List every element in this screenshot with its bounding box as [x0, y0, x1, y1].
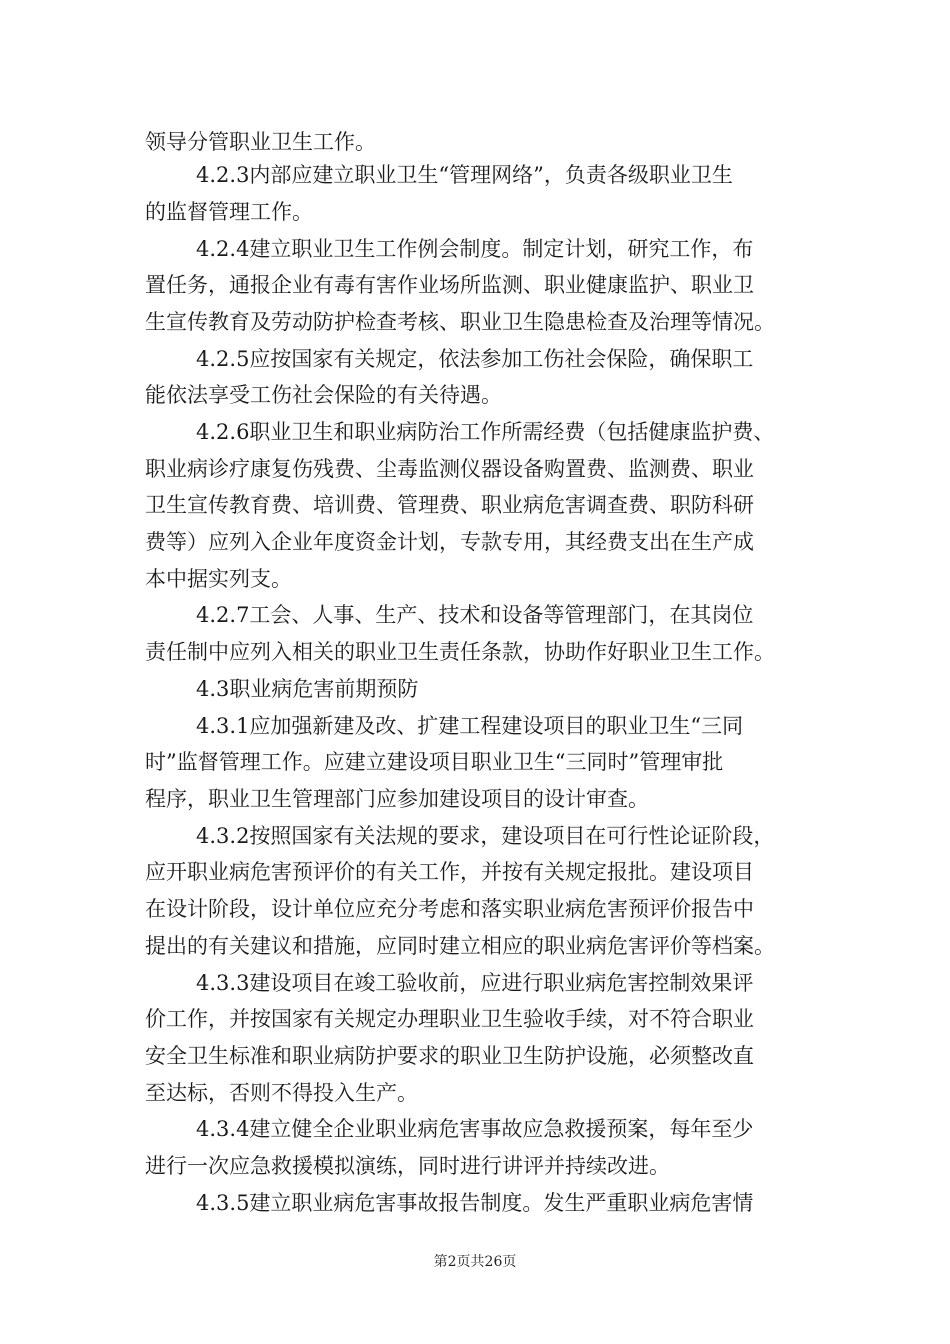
text-line: 价工作，并按国家有关规定办理职业卫生验收手续，对不符合职业: [145, 1007, 754, 1031]
text-line: 生宣传教育及劳动防护检查考核、职业卫生隐患检查及治理等情况。: [145, 310, 775, 334]
text-line: 4.3.3建设项目在竣工验收前，应进行职业病危害控制效果评: [196, 971, 754, 995]
text-line: 进行一次应急救援模拟演练，同时进行讲评并持续改进。: [145, 1154, 670, 1178]
text-line: 置任务，通报企业有毒有害作业场所监测、职业健康监护、职业卫: [145, 273, 754, 297]
text-line: 应开职业病危害预评价的有关工作，并按有关规定报批。建设项目: [145, 860, 754, 884]
text-line: 职业病诊疗康复伤残费、尘毒监测仪器设备购置费、监测费、职业: [145, 457, 754, 481]
text-line: 4.2.3内部应建立职业卫生“管理网络”，负责各级职业卫生: [196, 163, 733, 187]
text-line: 责任制中应列入相关的职业卫生责任条款，协助作好职业卫生工作。: [145, 640, 775, 664]
page-footer: 第2页共26页: [433, 1254, 517, 1270]
text-line: 4.3.1应加强新建及改、扩建工程建设项目的职业卫生“三同: [196, 714, 744, 738]
text-line: 卫生宣传教育费、培训费、管理费、职业病危害调查费、职防科研: [145, 493, 754, 517]
text-line: 程序，职业卫生管理部门应参加建设项目的设计审查。: [145, 787, 649, 811]
text-line: 至达标，否则不得投入生产。: [145, 1081, 418, 1105]
text-line: 本中据实列支。: [145, 567, 292, 591]
text-line: 提出的有关建议和措施，应同时建立相应的职业病危害评价等档案。: [145, 934, 775, 958]
text-line: 4.2.6职业卫生和职业病防治工作所需经费（包括健康监护费、: [196, 420, 775, 444]
text-line: 4.3.4建立健全企业职业病危害事故应急救援预案，每年至少: [196, 1117, 754, 1141]
text-line: 费等）应列入企业年度资金计划，专款专用，其经费支出在生产成: [145, 530, 754, 554]
text-line: 在设计阶段，设计单位应充分考虑和落实职业病危害预评价报告中: [145, 897, 754, 921]
text-line: 的监督管理工作。: [145, 200, 313, 224]
text-line: 领导分管职业卫生工作。: [145, 130, 376, 154]
text-line: 时”监督管理工作。应建立建设项目职业卫生“三同时”管理审批: [145, 750, 724, 774]
text-line: 4.2.7工会、人事、生产、技术和设备等管理部门，在其岗位: [196, 603, 754, 627]
text-line: 能依法享受工伤社会保险的有关待遇。: [145, 383, 502, 407]
text-line: 4.2.5应按国家有关规定，依法参加工伤社会保险，确保职工: [196, 347, 754, 371]
text-line: 4.3.2按照国家有关法规的要求，建设项目在可行性论证阶段，: [196, 824, 775, 848]
text-line: 安全卫生标准和职业病防护要求的职业卫生防护设施，必须整改直: [145, 1044, 754, 1068]
section-heading: 4.3职业病危害前期预防: [196, 677, 419, 701]
text-line: 4.2.4建立职业卫生工作例会制度。制定计划，研究工作，布: [196, 237, 754, 261]
text-line: 4.3.5建立职业病危害事故报告制度。发生严重职业病危害情: [196, 1191, 754, 1215]
